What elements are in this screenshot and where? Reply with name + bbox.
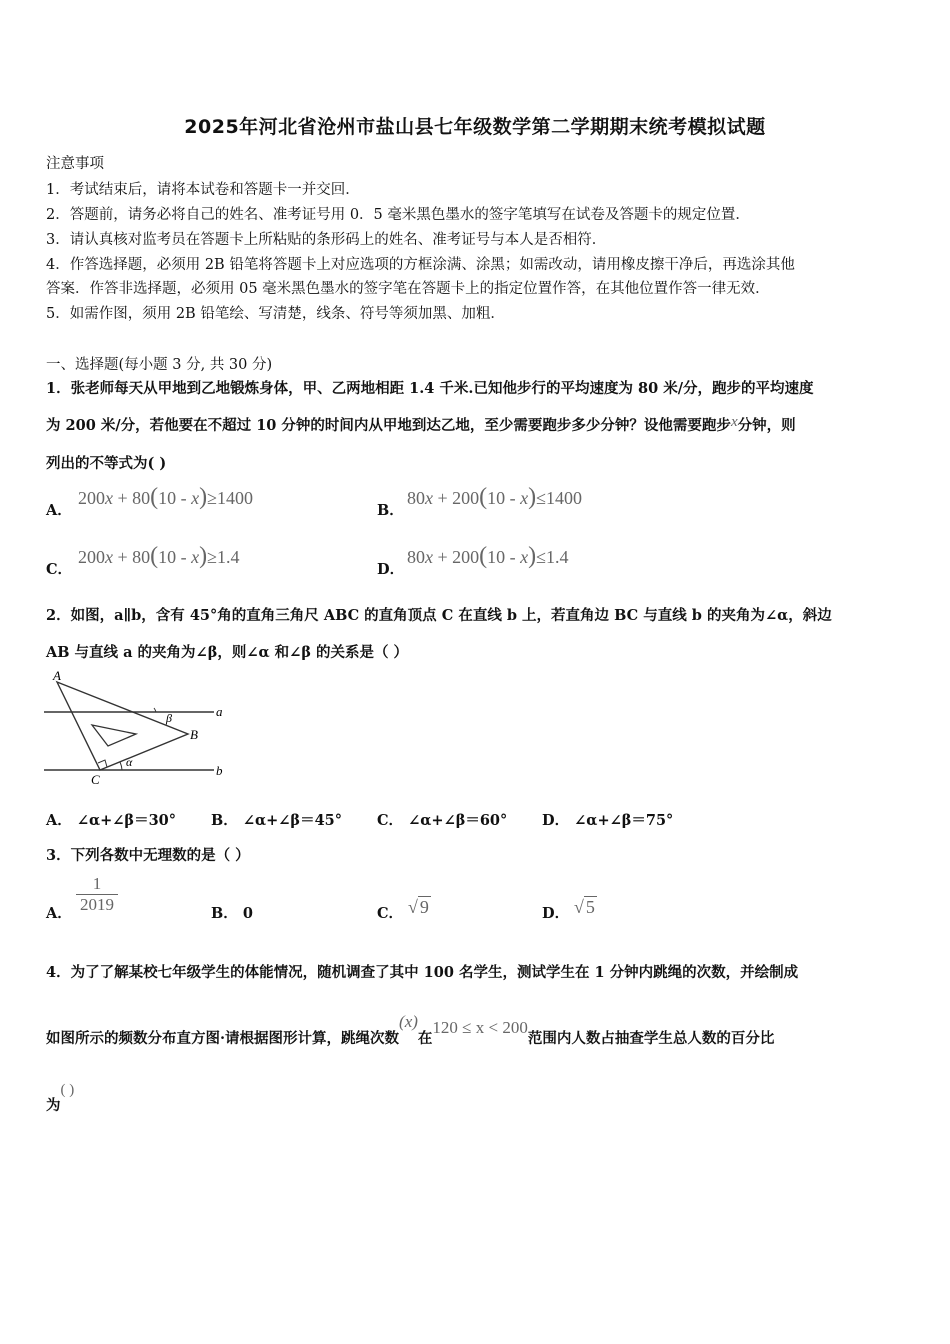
q1-line1: 1．张老师每天从甲地到乙地锻炼身体，甲、乙两地相距 1.4 千米.已知他步行的平均速度为 80 米/分，跑步的平均速度 (46, 380, 814, 397)
q4-line3: 为( ) (46, 1082, 75, 1114)
q2-line2: AB 与直线 a 的夹角为∠β，则∠α 和∠β 的关系是（ ） (46, 644, 409, 661)
q1-option-a[interactable]: 200x + 80(10 - x)≥1400 (78, 484, 254, 510)
notice-item: 1．考试结束后，请将本试卷和答题卡一并交回． (46, 182, 360, 198)
q3-option-d-label: D． (542, 905, 570, 922)
q4-range: 120 ≤ x < 200 (432, 1018, 528, 1037)
triangle-abc (57, 682, 188, 770)
label-alpha: α (126, 755, 133, 769)
q1-option-b-label: B． (377, 502, 404, 519)
q1-option-d[interactable]: 80x + 200(10 - x)≤1.4 (407, 543, 569, 569)
q1-line2 (46, 414, 796, 435)
q3-option-b[interactable]: B． 0 (211, 905, 253, 922)
label-A: A (53, 668, 61, 683)
q2-option-b[interactable]: B． ∠α+∠β＝45° (211, 812, 342, 829)
notice-item: 答案．作答非选择题，必须用 05 毫米黑色墨水的签字笔在答题卡上的指定位置作答，在其他位置作答一律无效． (46, 281, 770, 297)
q2-figure (44, 668, 234, 788)
q3-option-d[interactable]: √ 5 (574, 897, 595, 917)
q4-answer-blank: ( ) (60, 1082, 75, 1098)
q2-option-d[interactable]: D． ∠α+∠β＝75° (542, 812, 674, 829)
label-B: B (190, 727, 198, 742)
q4-line2: 如图所示的频数分布直方图·请根据图形计算，跳绳次数(x)在120 ≤ x < 200范围内人数占抽查学生总人数的百分比 (46, 1012, 775, 1047)
label-b: b (216, 763, 223, 778)
right-angle-mark (98, 760, 107, 767)
q3-option-c-label: C． (377, 905, 404, 922)
label-a: a (216, 704, 223, 719)
notice-item: 3．请认真核对监考员在答题卡上所粘贴的条形码上的姓名、准考证号与本人是否相符． (46, 232, 607, 248)
q3-line1: 3．下列各数中无理数的是（ ） (46, 847, 250, 864)
q1-var: x (730, 414, 738, 430)
q1-option-c[interactable]: 200x + 80(10 - x)≥1.4 (78, 543, 240, 569)
alpha-arc (120, 762, 122, 770)
notice-item: 2．答题前，请务必将自己的姓名、准考证号用 0．5 毫米黑色墨水的签字笔填写在试卷及答题卡的规定位置． (46, 207, 750, 223)
q2-line1: 2．如图，a∥b，含有 45°角的直角三角尺 ABC 的直角顶点 C 在直线 b 上，若直角边 BC 与直线 b 的夹角为∠α，斜边 (46, 607, 832, 624)
notice-item: 5．如需作图，须用 2B 铅笔绘、写清楚，线条、符号等须加黑、加粗． (46, 306, 505, 322)
q1-option-a-label: A． (46, 502, 72, 519)
q4-line2-text: 如图所示的频数分布直方图·请根据图形计算，跳绳次数 (46, 1030, 400, 1047)
q1-line2-tail: 分钟，则 (737, 417, 796, 434)
q4-line1: 4．为了了解某校七年级学生的体能情况，随机调查了其中 100 名学生，测试学生在 1 分钟内跳绳的次数，并绘制成 (46, 964, 799, 981)
triangle-inner (92, 725, 136, 746)
q3-option-c[interactable]: √ 9 (408, 897, 429, 917)
q2-option-a[interactable]: A． ∠α+∠β＝30° (46, 812, 176, 829)
notice-item: 4．作答选择题，必须用 2B 铅笔将答题卡上对应选项的方框涂满、涂黑；如需改动，请用橡皮擦干净后，再选涂其他 (46, 257, 795, 273)
q2-option-c[interactable]: C． ∠α+∠β＝60° (377, 812, 508, 829)
q4-var: (x) (399, 1012, 418, 1031)
q1-option-d-label: D． (377, 561, 405, 578)
section-heading: 一、选择题(每小题 3 分, 共 30 分) (46, 357, 273, 373)
q1-line3: 列出的不等式为( ) (46, 455, 167, 472)
notice-heading: 注意事项 (46, 156, 104, 172)
page-title: 2025年河北省沧州市盐山县七年级数学第二学期期末统考模拟试题 (184, 116, 766, 138)
q1-option-c-label: C． (46, 561, 73, 578)
label-beta: β (166, 711, 172, 725)
q3-option-a-label: A． (46, 905, 72, 922)
q3-option-a[interactable]: $\frac{1}{2019}$ (76, 874, 118, 915)
q1-line2-text: 为 200 米/分，若他要在不超过 10 分钟的时间内从甲地到达乙地，至少需要跑步多少分钟？设他需要跑步 (46, 417, 731, 434)
q1-option-b[interactable]: 80x + 200(10 - x)≤1400 (407, 484, 583, 510)
label-C: C (91, 772, 100, 787)
